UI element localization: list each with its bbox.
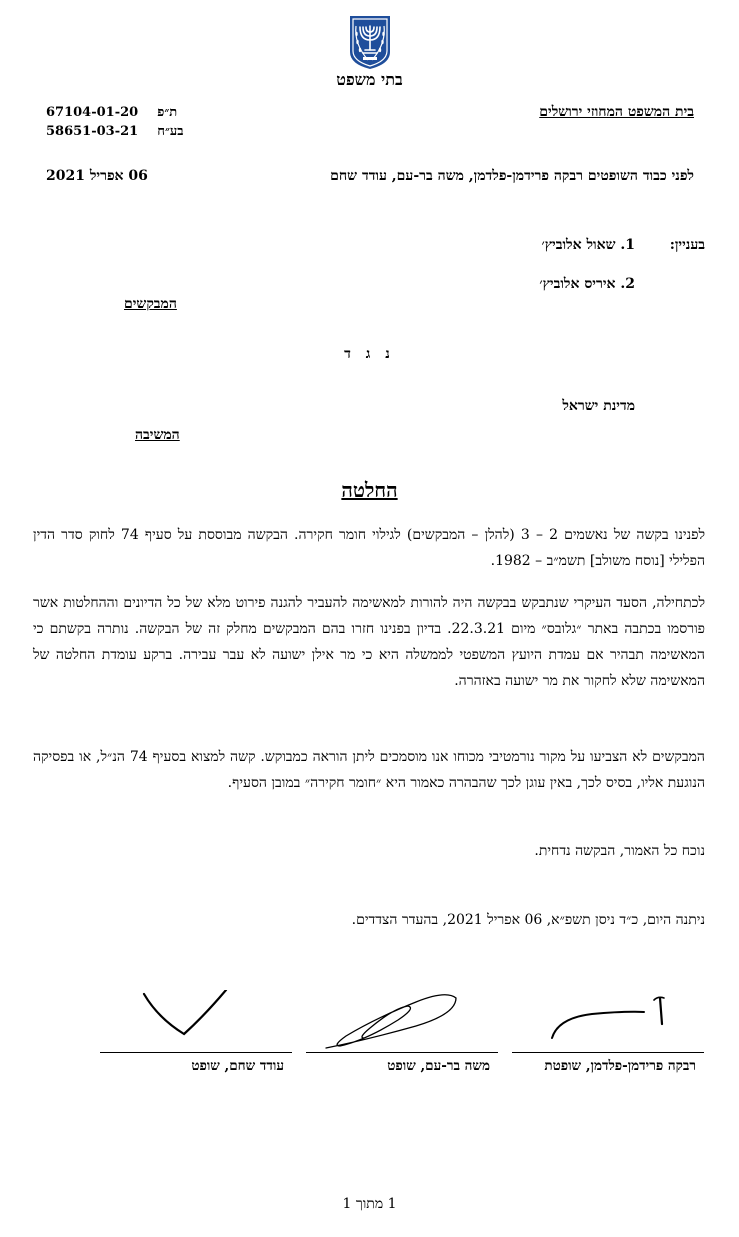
case-number-2-type: בע״ח	[157, 124, 184, 139]
given-today-line: ניתנה היום, כ״ד ניסן תשפ״א, 06 אפריל 2021, בהעדר הצדדים.	[351, 912, 705, 928]
case-number-1-type: ת״פ	[157, 105, 178, 120]
case-number-1-value: 67104-01-20	[46, 105, 139, 120]
decision-paragraph-4: נוכח כל האמור, הבקשה נדחית.	[534, 843, 705, 859]
signature-line-3	[100, 1052, 292, 1053]
signature-line-1	[512, 1052, 704, 1053]
signature-block-1	[512, 990, 704, 1100]
decision-paragraph-2: לכתחילה, הסעד העיקרי שנתבקש בבקשה היה להורות למאשימה להעביר להגנה פירוט מלא של כל הדיונים וההחלטות אשר פורסמו בכתבה באתר ״גלובס״ מיום 22.3.21. בדיון בפנינו חזרו בהם המבקשים מחלק זה של הבקשה. נותרה בקשתם כי המאשימה תבהיר אם עמדת היועץ המשפטי לממשלה היא כי מר אילן ישועה לא עבר עבירה. ברקע עומדת החלטה של המאשימה שלא לחקור את מר ישועה באזהרה.	[33, 595, 705, 689]
case-number-1	[46, 104, 177, 120]
court-name: בית המשפט המחוזי ירושלים	[539, 104, 694, 120]
applicant-1: 1. שאול אלוביץ׳	[541, 237, 635, 253]
signature-block-2	[306, 990, 498, 1100]
state-emblem-icon	[346, 14, 394, 70]
handwritten-signature-1	[512, 990, 704, 1050]
handwritten-signature-2	[306, 990, 498, 1050]
page-number: 1 מתוך 1	[342, 1196, 397, 1212]
signatures-row	[100, 990, 704, 1100]
judges-line: לפני כבוד השופטים רבקה פרידמן-פלדמן, משה בר-עם, עודד שחם	[330, 168, 694, 184]
decision-paragraph-1: לפנינו בקשה של נאשמים 2 – 3 (להלן – המבקשים) לגילוי חומר חקירה. הבקשה מבוססת על סעיף 74 לחוק סדר הדין הפלילי [נוסח משולב] תשמ״ב – 1982.	[33, 527, 706, 569]
decision-title: החלטה	[341, 478, 398, 502]
respondent: מדינת ישראל	[562, 398, 635, 414]
handwritten-signature-3	[100, 990, 292, 1050]
case-number-2-value: 58651-03-21	[46, 124, 139, 139]
court-system-title: בתי משפט	[336, 70, 403, 89]
respondent-role-label: המשיבה	[135, 427, 180, 443]
applicants-role-label: המבקשים	[124, 296, 177, 312]
signature-line-2	[306, 1052, 498, 1053]
signature-block-3	[100, 990, 292, 1100]
applicant-2: 2. איריס אלוביץ׳	[539, 276, 635, 292]
signature-name-2: משה בר-עם, שופט	[387, 1058, 490, 1074]
versus-label: נ ג ד	[344, 346, 395, 362]
decision-date: 06 אפריל 2021	[46, 168, 148, 184]
matter-label: בעניין:	[669, 237, 705, 253]
signature-name-3: עודד שחם, שופט	[191, 1058, 284, 1074]
decision-paragraph-3: המבקשים לא הצביעו על מקור נורמטיבי מכוחו אנו מוסמכים ליתן הוראה כמבוקש. קשה למצוא בסעיף 74 הנ״ל, או בפסיקה הנוגעת אליו, בסיס לכך, באין עוגן לכך שהבהרה כאמור היא ״חומר חקירה״ במובן הסעיף.	[33, 749, 705, 791]
signature-name-1: רבקה פרידמן-פלדמן, שופטת	[544, 1058, 696, 1074]
case-number-2	[46, 123, 184, 139]
